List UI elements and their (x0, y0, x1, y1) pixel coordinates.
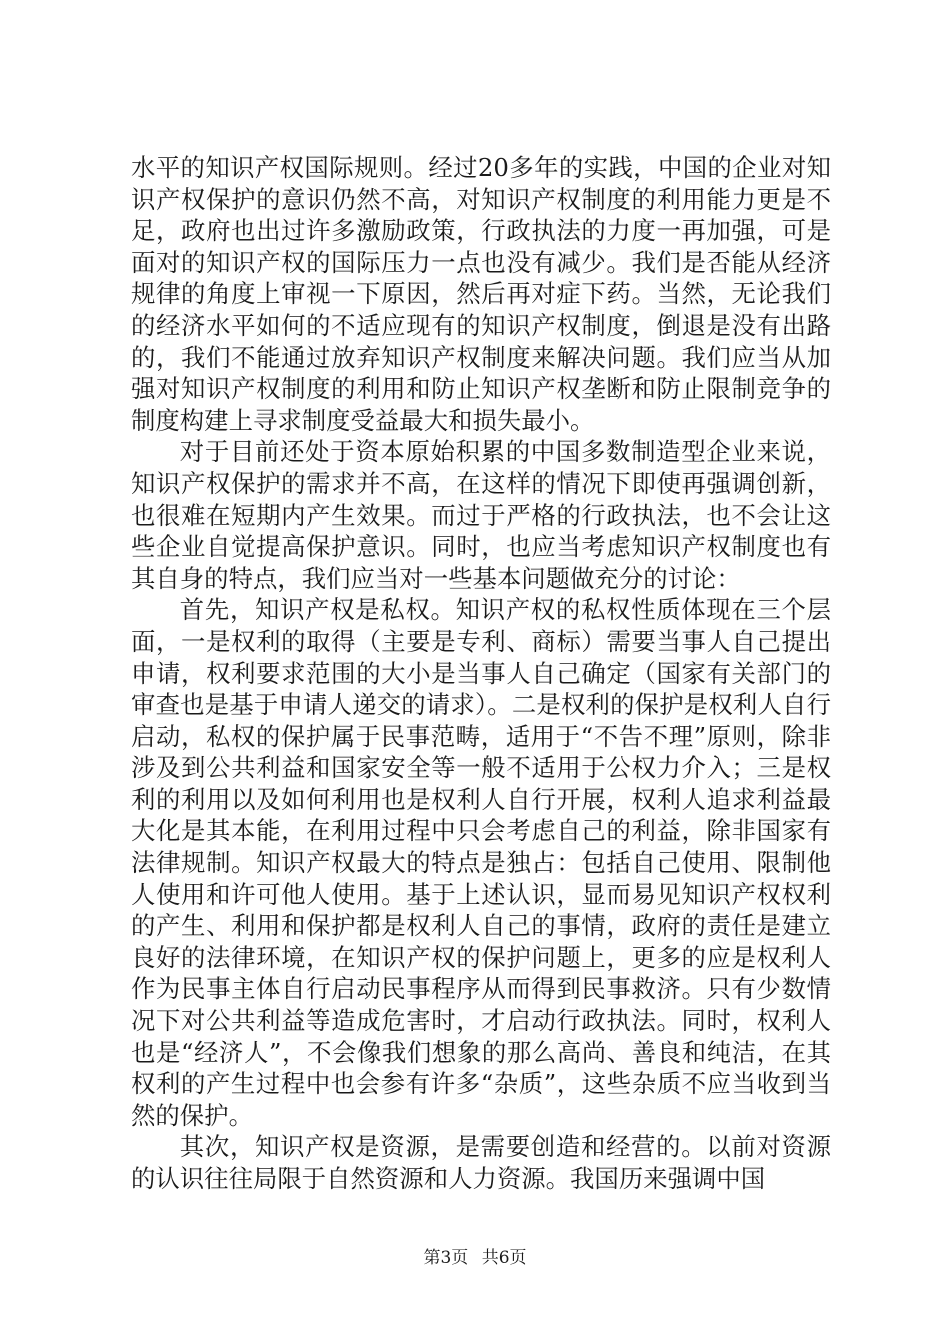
document-body (131, 152, 831, 1195)
total-pages: 共6页 (481, 1248, 527, 1268)
paragraph-2: 对于目前还处于资本原始积累的中国多数制造型企业来说，知识产权保护的需求并不高，在这样的情况下即使再强调创新，也很难在短期内产生效果。而过于严格的行政执法，也不会让这些企业自觉提高保护意识。同时，也应当考虑知识产权制度也有其自身的特点，我们应当对一些基本问题做充分的讨论： (131, 437, 831, 593)
paragraph-4: 其次，知识产权是资源，是需要创造和经营的。以前对资源的认识往往局限于自然资源和人力资源。我国历来强调中国 (131, 1132, 831, 1193)
paragraph-1: 水平的知识产权国际规则。经过20多年的实践，中国的企业对知识产权保护的意识仍然不高，对知识产权制度的利用能力更是不足，政府也出过许多激励政策，行政执法的力度一再加强，可是面对的知识产权的国际压力一点也没有减少。我们是否能从经济规律的角度上审视一下原因，然后再对症下药。当然，无论我们的经济水平如何的不适应现有的知识产权制度，倒退是没有出路的，我们不能通过放弃知识产权制度来解决问题。我们应当从加强对知识产权制度的利用和防止知识产权垄断和防止限制竞争的制度构建上寻求制度受益最大和损失最小。 (131, 153, 831, 435)
paragraph-3: 首先，知识产权是私权。知识产权的私权性质体现在三个层面，一是权利的取得（主要是专利、商标）需要当事人自己提出申请，权利要求范围的大小是当事人自己确定（国家有关部门的审查也是基于申请人递交的请求）。二是权利的保护是权利人自行启动，私权的保护属于民事范畴，适用于“不告不理”原则，除非涉及到公共利益和国家安全等一般不适用于公权力介入；三是权利的利用以及如何利用也是权利人自行开展，权利人追求利益最大化是其本能，在利用过程中只会考虑自己的利益，除非国家有法律规制。知识产权最大的特点是独占：包括自己使用、限制他人使用和许可他人使用。基于上述认识，显而易见知识产权权利的产生、利用和保护都是权利人自己的事情，政府的责任是建立良好的法律环境，在知识产权的保护问题上，更多的应是权利人作为民事主体自行启动民事程序从而得到民事救济。只有少数情况下对公共利益等造成危害时，才启动行政执法。同时，权利人也是“经济人”，不会像我们想象的那么高尚、善良和纯洁，在其权利的产生过程中也会参有许多“杂质”，这些杂质不应当收到当然的保护。 (131, 595, 831, 1130)
page-number: 第3页 (423, 1248, 469, 1268)
page-footer (0, 1243, 950, 1268)
